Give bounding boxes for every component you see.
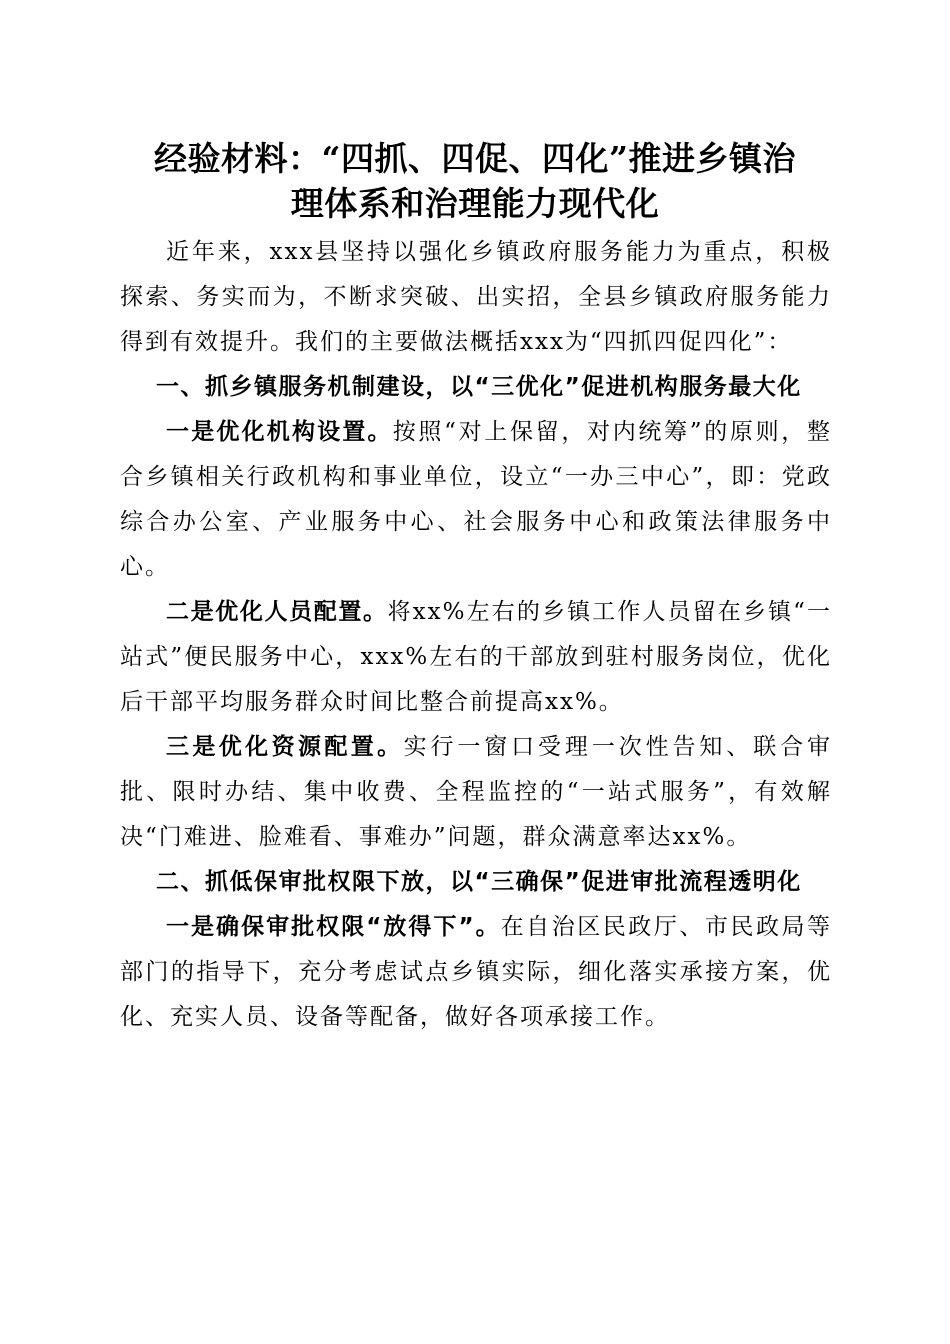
section-1-paragraph-2: [120, 590, 832, 725]
paragraph-lead: 三是优化资源配置。: [166, 734, 404, 760]
paragraph-text: 在自治区民政厅、市民政局等部门的指导下，充分考虑试点乡镇实际，细化落实承接方案，优化、充实人员、设备等配备，做好各项承接工作。: [120, 914, 833, 1030]
section-heading-2: 二、抓低保审批权限下放，以“三确保”促进审批流程透明化: [156, 869, 802, 895]
title-line-1: 经验材料：“四抓、四促、四化”推进乡镇治: [154, 139, 796, 178]
section-1-paragraph-3: [120, 725, 832, 860]
paragraph-text: 实行一窗口受理一次性告知、联合审批、限时办结、集中收费、全程监控的“一站式服务”，有效解决“门难进、脸难看、事难办”问题，群众满意率达xx%。: [120, 734, 833, 850]
title-line-2: 理体系和治理能力现代化: [290, 184, 660, 223]
paragraph-text: 按照“对上保留，对内统筹”的原则，整合乡镇相关行政机构和事业单位，设立“一办三中心”，即：党政综合办公室、产业服务中心、社会服务中心和政策法律服务中心。: [120, 419, 832, 580]
document-body: [120, 230, 832, 1040]
paragraph-lead: 一是确保审批权限“放得下”。: [166, 914, 501, 940]
paragraph-lead: 一是优化机构设置。: [166, 419, 393, 445]
paragraph-lead: 二是优化人员配置。: [166, 599, 388, 625]
section-2-paragraph-1: [120, 905, 832, 1040]
section-heading-1: 一、抓乡镇服务机制建设，以“三优化”促进机构服务最大化: [156, 374, 802, 400]
paragraph-text: 将xx%左右的乡镇工作人员留在乡镇“一站式”便民服务中心，xxx%左右的干部放到驻村服务岗位，优化后干部平均服务群众时间比整合前提高xx%。: [120, 599, 832, 715]
intro-paragraph: 近年来，xxx县坚持以强化乡镇政府服务能力为重点，积极探索、务实而为，不断求突破、出实招，全县乡镇政府服务能力得到有效提升。我们的主要做法概括xxx为“四抓四促四化”：: [120, 239, 832, 355]
section-1-paragraph-1: [120, 410, 832, 590]
document-title: [110, 136, 840, 226]
